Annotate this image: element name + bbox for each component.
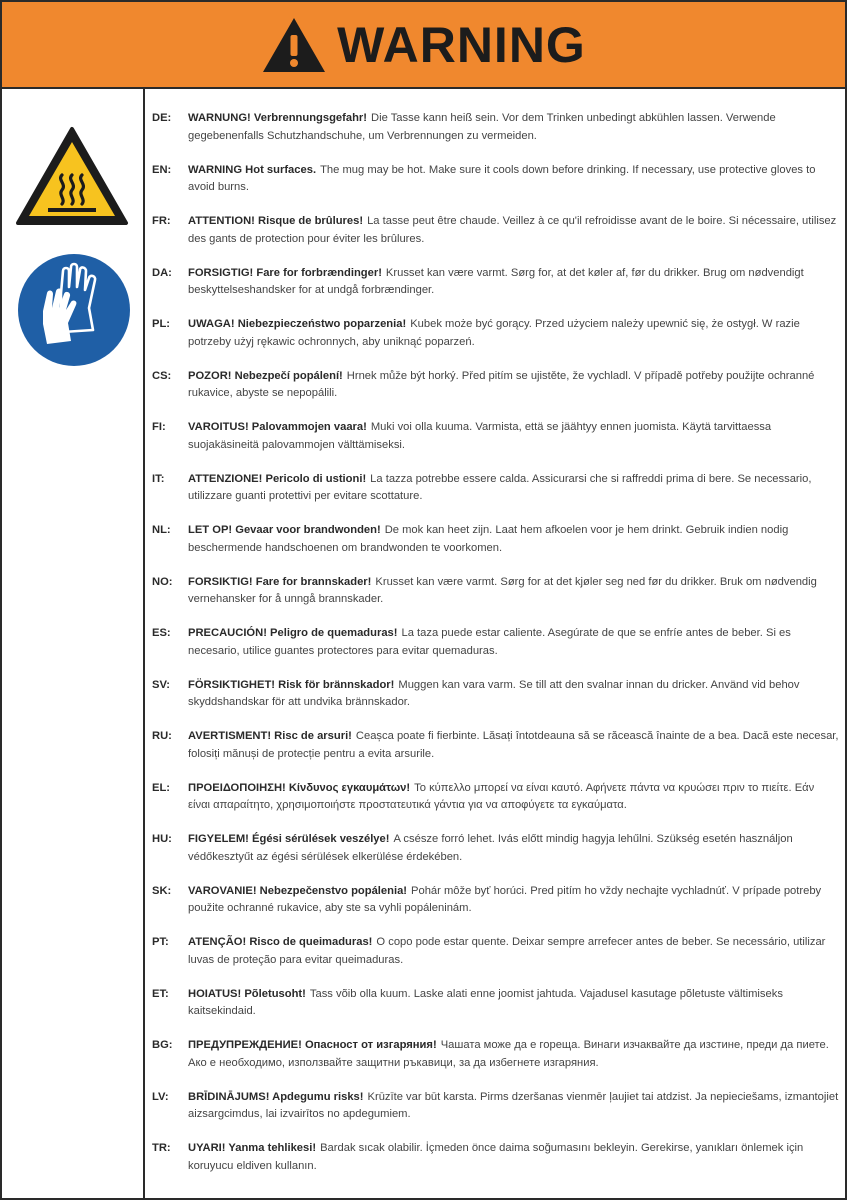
warning-entry-sk <box>152 883 839 935</box>
warning-entry-es <box>152 625 839 677</box>
warning-heading: LET OP! Gevaar voor brandwonden! <box>188 524 381 536</box>
warning-heading: ΠΡΟΕΙΔΟΠΟΙΗΣΗ! Κίνδυνος εγκαυμάτων! <box>188 781 411 794</box>
warning-entry-it <box>152 471 839 523</box>
warning-text <box>188 471 839 523</box>
warning-body: Muggen kan vara varm. Se till att den svalnar innan du dricker. Använd vid behov skyddshandskar för att undvika brännskador. <box>188 678 800 708</box>
language-code: NO: <box>152 575 173 588</box>
warning-entry-tr <box>152 1140 839 1192</box>
warning-heading: HOIATUS! Põletusoht! <box>188 987 306 1000</box>
warning-text <box>188 986 839 1038</box>
language-code: LV: <box>152 1090 169 1103</box>
warning-heading: ATENÇÃO! Risco de queimaduras! <box>188 936 373 948</box>
warning-body: Kubek może być gorący. Przed użyciem należy upewnić się, że ostygł. W razie potrzeby użyj rękawic ochronnych, aby uniknąć poparzeń. <box>188 318 800 348</box>
language-code: FI: <box>152 421 166 433</box>
warning-body: O copo pode estar quente. Deixar sempre arrefecer antes de beber. Se necessário, utilizar luvas de proteção para evitar queimaduras. <box>188 936 826 966</box>
warning-heading: AVERTISMENT! Risc de arsuri! <box>188 730 352 742</box>
language-code: SK: <box>152 884 172 897</box>
warning-heading: UYARI! Yanma tehlikesi! <box>188 1142 317 1154</box>
warning-heading: BRĪDINĀJUMS! Apdegumu risks! <box>188 1090 364 1103</box>
warning-body: Die Tasse kann heiß sein. Vor dem Trinken unbedingt abkühlen lassen. Verwende gegebenenfalls Schutzhandschuhe, um Verbrennungen zu vermeiden. <box>188 112 776 142</box>
warning-heading: POZOR! Nebezpečí popálení! <box>188 369 343 382</box>
warning-triangle-icon <box>261 16 327 74</box>
warning-header-content <box>261 16 586 74</box>
warning-text <box>188 831 839 883</box>
warning-heading: ATTENZIONE! Pericolo di ustioni! <box>188 472 367 485</box>
safety-symbols-column <box>2 89 145 1198</box>
warning-heading: FÖRSIKTIGHET! Risk för brännskador! <box>188 678 395 691</box>
language-code: HU: <box>152 833 172 845</box>
warning-heading: PRECAUCIÓN! Peligro de quemaduras! <box>188 627 398 639</box>
warning-heading: FORSIKTIG! Fare for brannskader! <box>188 575 372 588</box>
warning-body: A csésze forró lehet. Ivás előtt mindig hagyja lehűlni. Szükség esetén használjon védőkesztyűt az égési sérülések elkerülése érdekében. <box>188 833 793 863</box>
warning-text <box>188 883 839 935</box>
gloves-icon <box>17 253 131 372</box>
warning-heading: ATTENTION! Risque de brûlures! <box>188 215 364 227</box>
language-code: PL: <box>152 318 171 330</box>
warning-body: Bardak sıcak olabilir. İçmeden önce daima soğumasını bekleyin. Gerekirse, yanıkları önlemek için koruyucu eldiven kullanın. <box>188 1142 804 1172</box>
warning-text <box>188 162 839 214</box>
language-code: EN: <box>152 163 172 176</box>
warning-entry-hu <box>152 831 839 883</box>
warning-entry-el <box>152 780 839 832</box>
hot-surface-icon <box>14 125 130 232</box>
language-code: BG: <box>152 1039 173 1051</box>
warning-entry-fi <box>152 419 839 471</box>
warning-text-list <box>152 110 839 1192</box>
warning-heading: VAROITUS! Palovammojen vaara! <box>188 421 367 433</box>
warning-body: Krūzīte var būt karsta. Pirms dzeršanas vienmēr ļaujiet tai atdzist. Ja nepieciešams, izmantojiet aizsargcimdus, lai izvairītos no apdegumiem. <box>188 1090 839 1120</box>
warning-entry-en <box>152 162 839 214</box>
warning-body: La taza puede estar caliente. Asegúrate de que se enfríe antes de beber. Si es necesario, utilice guantes protectores para evitar quemaduras. <box>188 627 791 657</box>
warning-body: Чашата може да е гореща. Винаги изчаквайте да изстине, преди да пиете. Ако е необходимо, използвайте защитни ръкавици, за да избегнете изгаряния. <box>188 1039 829 1069</box>
language-code: EL: <box>152 781 171 794</box>
warning-text <box>188 574 839 626</box>
language-code: DA: <box>152 266 172 279</box>
warning-entry-ru <box>152 728 839 780</box>
warning-text <box>188 934 839 986</box>
warning-header <box>2 2 845 89</box>
language-code: ET: <box>152 987 169 1000</box>
warning-heading: ПРЕДУПРЕЖДЕНИЕ! Опасност от изгаряния! <box>188 1039 437 1051</box>
warning-entry-no <box>152 574 839 626</box>
warning-entry-pl <box>152 316 839 368</box>
warning-title: WARNING <box>337 16 586 73</box>
warning-text <box>188 368 839 420</box>
warning-entry-sv <box>152 677 839 729</box>
language-code: RU: <box>152 730 172 742</box>
warning-text <box>188 780 839 832</box>
warning-entry-da <box>152 265 839 317</box>
language-code: DE: <box>152 112 172 124</box>
warning-text <box>188 1140 839 1192</box>
warning-body: Krusset kan være varmt. Sørg for at det kjøler seg ned før du drikker. Bruk om nødvendig vernehansker for å unngå brannskader. <box>188 575 817 605</box>
warning-entry-nl <box>152 522 839 574</box>
language-code: IT: <box>152 472 165 485</box>
warning-text <box>188 213 839 265</box>
warning-entry-bg <box>152 1037 839 1089</box>
warning-text <box>188 1089 839 1141</box>
warning-entry-lv <box>152 1089 839 1141</box>
warning-body: Muki voi olla kuuma. Varmista, että se jäähtyy ennen juomista. Käytä tarvittaessa suojakäsineitä palovammojen välttämiseksi. <box>188 421 772 451</box>
warning-entry-de <box>152 110 839 162</box>
language-code: NL: <box>152 524 171 536</box>
warning-entry-et <box>152 986 839 1038</box>
warning-heading: WARNING Hot surfaces. <box>188 163 317 176</box>
warning-body: Ceașca poate fi fierbinte. Lăsați întotdeauna să se răcească înainte de a bea. Dacă este necesar, folosiți mănuși de protecție pentru a evita arsurile. <box>188 730 839 760</box>
warning-body: Pohár môže byť horúci. Pred pitím ho vždy nechajte vychladnúť. V prípade potreby použite ochranné rukavice, aby ste sa vyhli popáleninám. <box>188 884 822 914</box>
warning-entry-fr <box>152 213 839 265</box>
language-code: CS: <box>152 369 172 382</box>
warning-text <box>188 728 839 780</box>
language-code: FR: <box>152 215 171 227</box>
warning-heading: VAROVANIE! Nebezpečenstvo popálenia! <box>188 884 408 897</box>
warning-body: La tasse peut être chaude. Veillez à ce qu'il refroidisse avant de le boire. Si nécessaire, utilisez des gants de protection pour éviter les brûlures. <box>188 215 837 245</box>
language-code: PT: <box>152 936 169 948</box>
warning-text <box>188 316 839 368</box>
warning-body: Το κύπελλο μπορεί να είναι καυτό. Αφήνετε πάντα να κρυώσει πριν το πιείτε. Εάν είναι απαραίτητο, χρησιμοποιήστε προστατευτικά γάντια για να αποφύγετε τα εγκαύματα. <box>188 781 815 811</box>
warning-text <box>188 522 839 574</box>
warning-entry-cs <box>152 368 839 420</box>
warning-text <box>188 677 839 729</box>
language-code: TR: <box>152 1142 171 1154</box>
warning-body: De mok kan heet zijn. Laat hem afkoelen voor je hem drinkt. Gebruik indien nodig beschermende handschoenen om brandwonden te voorkomen. <box>188 524 789 554</box>
warning-text <box>188 419 839 471</box>
warning-text <box>188 265 839 317</box>
language-code: SV: <box>152 678 171 691</box>
warning-body: Hrnek může být horký. Před pitím se ujistěte, že vychladl. V případě potřeby použijte ochranné rukavice, abyste se nepopálili. <box>188 369 815 399</box>
warning-entry-pt <box>152 934 839 986</box>
warning-body: Krusset kan være varmt. Sørg for, at det køler af, før du drikker. Brug om nødvendigt beskyttelseshandsker for at undgå forbrændinger. <box>188 266 804 296</box>
warning-text <box>188 110 839 162</box>
warning-body: Tass võib olla kuum. Laske alati enne joomist jahtuda. Vajadusel kasutage põletuste vältimiseks kaitsekindaid. <box>188 987 783 1017</box>
warning-heading: UWAGA! Niebezpieczeństwo poparzenia! <box>188 318 407 330</box>
warning-body: The mug may be hot. Make sure it cools down before drinking. If necessary, use protective gloves to avoid burns. <box>188 163 816 193</box>
warning-text <box>188 625 839 677</box>
language-code: ES: <box>152 627 171 639</box>
warning-text <box>188 1037 839 1089</box>
warning-heading: WARNUNG! Verbrennungsgefahr! <box>188 112 368 124</box>
warning-heading: FIGYELEM! Égési sérülések veszélye! <box>188 833 390 845</box>
warning-body: La tazza potrebbe essere calda. Assicurarsi che si raffreddi prima di bere. Se necessario, utilizzare guanti protettivi per evitare scottature. <box>188 472 812 502</box>
warning-heading: FORSIGTIG! Fare for forbrændinger! <box>188 266 382 279</box>
